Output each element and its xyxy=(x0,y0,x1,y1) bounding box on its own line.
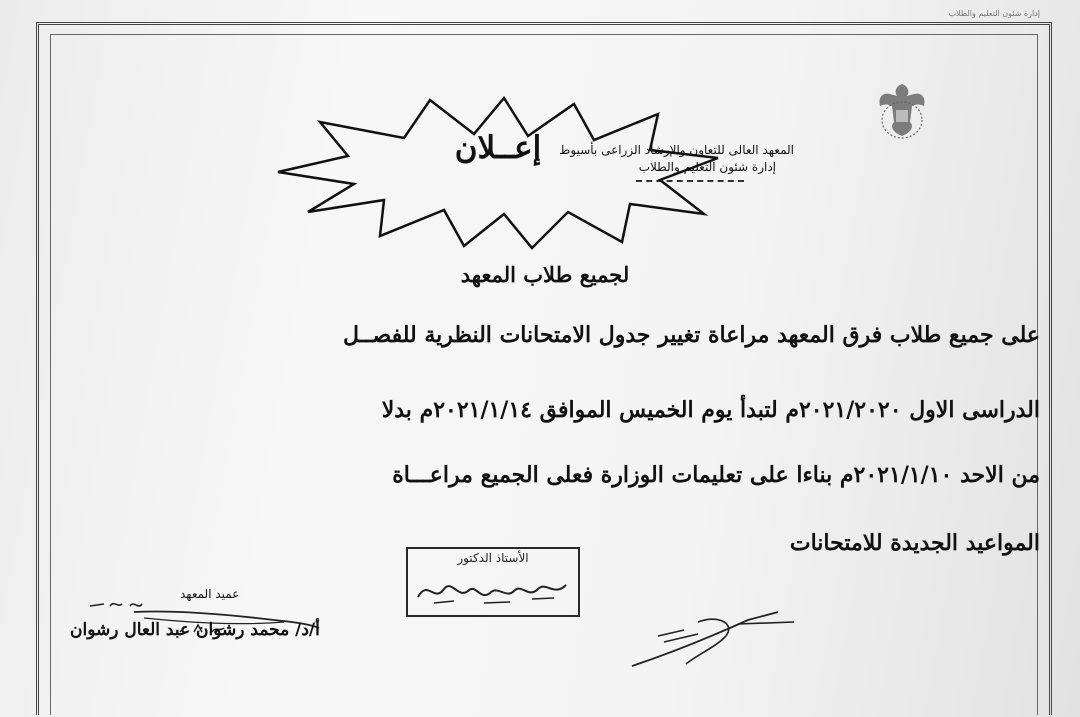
body-line-3: من الاحد ٢٠٢١/١/١٠م بناءا على تعليمات الوزارة فعلى الجميع مراعـــاة xyxy=(392,462,1040,488)
eagle-crest-icon xyxy=(870,76,934,148)
body-line-1: على جميع طلاب فرق المعهد مراعاة تغيير جدول الامتحانات النظرية للفصــل xyxy=(342,322,1040,348)
corner-note: إدارة شئون التعليم والطلاب xyxy=(948,9,1040,18)
department-name: إدارة شئون التعليم والطلاب xyxy=(638,160,776,174)
starburst-frame-icon xyxy=(268,92,728,252)
body-line-2: الدراسى الاول ٢٠٢١/٢٠٢٠م لتبدأ يوم الخميس الموافق ٢٠٢١/١/١٤م بدلا xyxy=(381,397,1040,423)
announcement-title: إعــلان xyxy=(454,130,542,166)
name-stamp xyxy=(406,547,580,617)
stamp-handwritten-name xyxy=(414,569,572,609)
dean-role-label: عميد المعهد xyxy=(180,587,240,601)
stamp-title: الأستاذ الدكتور xyxy=(457,551,529,565)
official-signature xyxy=(628,608,798,672)
body-line-4: المواعيد الجديدة للامتحانات xyxy=(789,530,1040,556)
institute-name: المعهد العالى للتعاون والإرشاد الزراعى بأسيوط xyxy=(559,143,794,157)
dean-name: أ/د/ محمد رشوان عبد العال رشوان xyxy=(70,620,320,640)
announcement-heading: لجميع طلاب المعهد xyxy=(460,262,630,287)
